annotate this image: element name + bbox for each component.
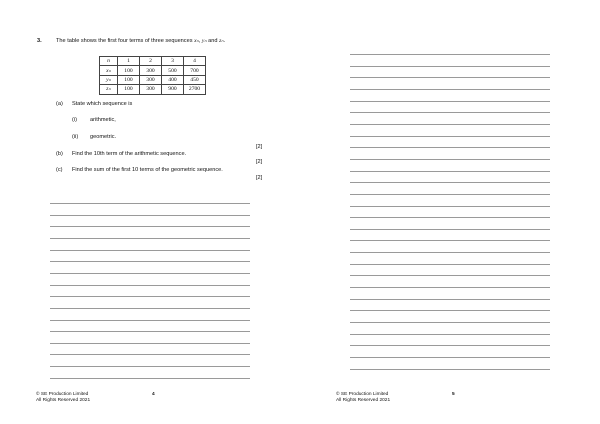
table-cell: 1 — [118, 57, 140, 66]
answer-line — [350, 66, 550, 67]
answer-line — [350, 240, 550, 241]
table-cell: yₙ — [100, 75, 118, 84]
answer-line — [50, 354, 250, 355]
sequence-x-label: xₙ — [194, 38, 199, 44]
answer-line — [50, 296, 250, 297]
answer-line — [350, 345, 550, 346]
table-row — [100, 85, 206, 94]
left-page-number: 4 — [152, 392, 155, 397]
table-cell: 300 — [140, 75, 162, 84]
table-cell: 300 — [140, 66, 162, 75]
answer-line — [350, 369, 550, 370]
and-word: and — [208, 38, 218, 44]
table-cell: 2700 — [184, 85, 206, 94]
left-footer — [36, 392, 90, 404]
table-cell: 700 — [184, 66, 206, 75]
answer-line — [350, 124, 550, 125]
answer-line — [350, 334, 550, 335]
answer-line — [50, 366, 250, 367]
answer-line — [350, 171, 550, 172]
copyright-text: © SE Production Limited — [336, 392, 389, 397]
part-a-text: State which sequence is — [72, 101, 133, 107]
table-cell: 400 — [162, 75, 184, 84]
table-cell: 900 — [162, 85, 184, 94]
part-b-text: Find the 10th term of the arithmetic sequence. — [72, 151, 187, 157]
table-cell: 3 — [162, 57, 184, 66]
answer-line — [50, 215, 250, 216]
part-a-ii-label: (ii) — [72, 134, 79, 140]
answer-line — [350, 89, 550, 90]
copyright-text: © SE Production Limited — [36, 392, 89, 397]
answer-line — [350, 77, 550, 78]
answer-line — [50, 285, 250, 286]
answer-line — [350, 159, 550, 160]
answer-line — [350, 206, 550, 207]
answer-line — [350, 310, 550, 311]
sequence-table — [99, 56, 206, 95]
answer-line — [350, 252, 550, 253]
table-cell: 300 — [140, 85, 162, 94]
right-page — [300, 0, 600, 424]
table-cell: 450 — [184, 75, 206, 84]
part-c-text: Find the sum of the first 10 terms of the geometric sequence. — [72, 167, 223, 173]
answer-line — [50, 226, 250, 227]
part-c-marks: [2] — [256, 175, 263, 181]
question-number: 3. — [37, 38, 42, 44]
answer-line — [50, 250, 250, 251]
table-cell: 100 — [118, 75, 140, 84]
part-b-label: (b) — [56, 151, 63, 157]
right-page-number: 5 — [452, 392, 455, 397]
part-c-label: (c) — [56, 167, 63, 173]
answer-line — [350, 287, 550, 288]
part-a-marks: [2] — [256, 144, 263, 150]
table-cell: 500 — [162, 66, 184, 75]
right-footer — [336, 392, 390, 404]
sequence-y-label: yₙ — [201, 38, 207, 44]
table-cell: 4 — [184, 57, 206, 66]
answer-line — [350, 229, 550, 230]
answer-line — [350, 264, 550, 265]
part-a-i-text: arithmetic, — [90, 117, 116, 123]
rights-text: All Rights Reserved 2021 — [36, 398, 91, 403]
answer-line — [50, 331, 250, 332]
answer-line — [350, 136, 550, 137]
question-stem: The table shows the first four terms of three sequences xₙ, yₙ and zₙ. — [56, 38, 226, 44]
table-cell: xₙ — [100, 66, 118, 75]
question-stem-text: The table shows the first four terms of three sequences — [56, 38, 193, 44]
table-header-row — [100, 57, 206, 66]
answer-line — [50, 320, 250, 321]
sequence-z-label: zₙ — [219, 38, 224, 44]
table-cell: zₙ — [100, 85, 118, 94]
table-cell: 100 — [118, 66, 140, 75]
table-cell: 2 — [140, 57, 162, 66]
answer-line — [50, 261, 250, 262]
answer-line — [350, 54, 550, 55]
answer-line — [350, 357, 550, 358]
answer-line — [50, 238, 250, 239]
answer-line — [350, 112, 550, 113]
answer-line — [50, 203, 250, 204]
answer-line — [350, 299, 550, 300]
part-b-marks: [2] — [256, 159, 263, 165]
answer-line — [50, 378, 250, 379]
answer-line — [350, 322, 550, 323]
answer-line — [350, 182, 550, 183]
table-row — [100, 75, 206, 84]
answer-line — [50, 273, 250, 274]
answer-line — [350, 194, 550, 195]
answer-line — [350, 101, 550, 102]
part-a-i-label: (i) — [72, 117, 77, 123]
answer-line — [350, 147, 550, 148]
answer-line — [350, 217, 550, 218]
answer-line — [350, 275, 550, 276]
table-row — [100, 66, 206, 75]
answer-line — [50, 308, 250, 309]
part-a-label: (a) — [56, 101, 63, 107]
table-cell: 100 — [118, 85, 140, 94]
answer-line — [50, 343, 250, 344]
part-a-ii-text: geometric. — [90, 134, 117, 140]
rights-text: All Rights Reserved 2021 — [336, 398, 391, 403]
table-cell: n — [100, 57, 118, 66]
